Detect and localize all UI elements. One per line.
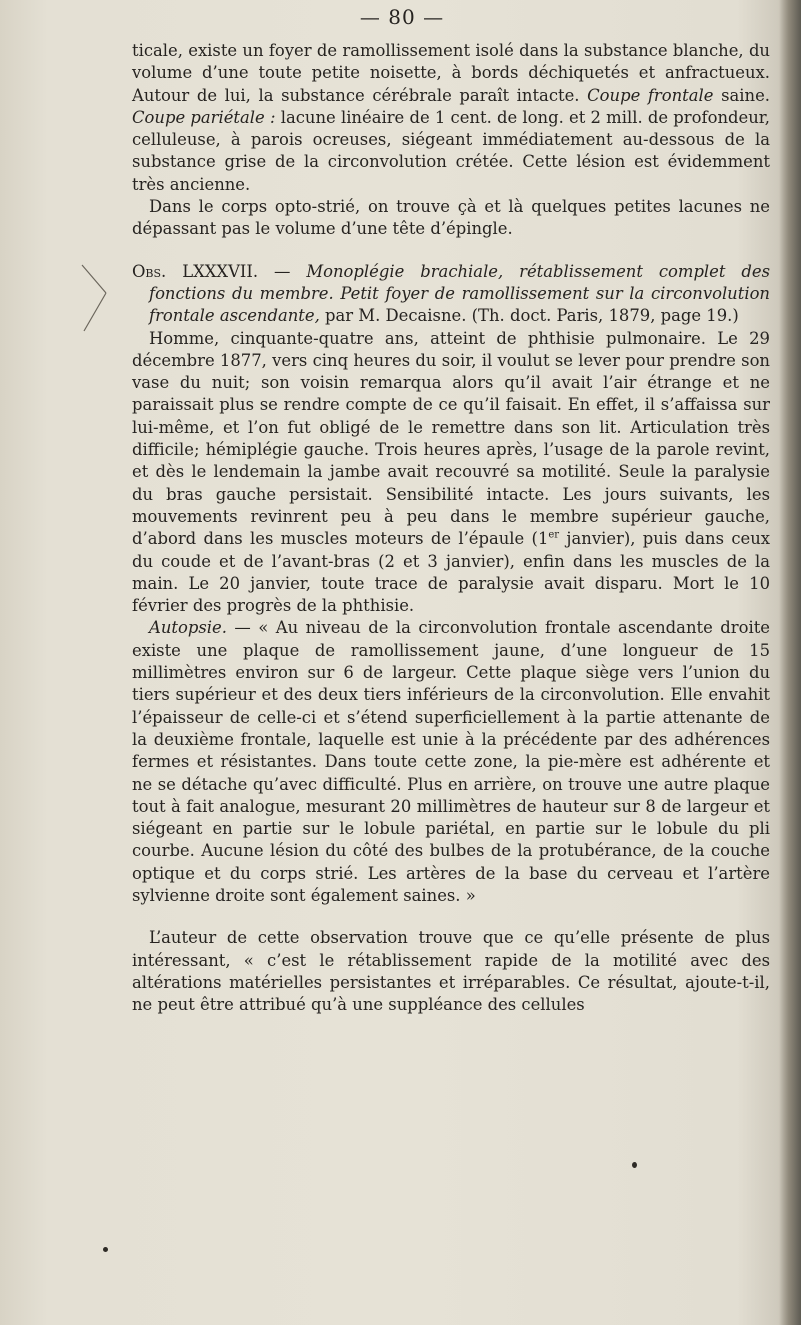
observation-title: Monoplégie brachiale, rétablissement complet des fonctions du membre. Petit foyer de ramollissement sur la circonvolution frontale ascendante, (149, 261, 770, 326)
pencil-mark (80, 263, 110, 333)
observation-label: Obs. LXXXVII. — (132, 261, 291, 281)
superscript: er (548, 529, 560, 541)
coupe-parietale-label: Coupe pariétale : (132, 107, 276, 127)
paragraph-opto-strie: Dans le corps opto-strié, on trouve çà et là quelques petites lacunes ne dépassant pas le volume d’une tête d’épingle. (132, 197, 770, 239)
observation-reference: (Th. doct. Paris, 1879, page 19.) (471, 306, 739, 326)
text-run: ticale, existe un foyer de ramollissement isolé dans la substance blanche, du volume d’une toute petite noisette, à bords déchiquetés et anfractueux. Autour de lui, la substance cérébrale paraît intacte. (132, 41, 770, 105)
page-edge-shadow (779, 0, 801, 1325)
autopsy-label: Autopsie. (149, 618, 227, 638)
ink-speck (103, 1247, 108, 1252)
text-run: saine. (721, 85, 770, 105)
coupe-frontale-label: Coupe frontale (587, 85, 714, 105)
closing-paragraph: L’auteur de cette observation trouve que ce qu’elle présente de plus intéressant, « c’est le rétablissement rapide de la motilité avec des altérations matérielles persistantes et irréparables. Ce résultat, ajoute-t-il, ne peut être attribué qu’à une suppléance des cellules (132, 928, 770, 1015)
paragraph-continuation (132, 40, 770, 196)
page-number: — 80 — (359, 5, 445, 29)
body-text (132, 40, 770, 1016)
text-run: janvier), puis dans ceux du coude et de l’avant-bras (2 et 3 janvier), enfin dans les muscles de la main. Le 20 janvier, toute trace de paralysie avait disparu. Mort le 10 février des progrès de la phthisie. (132, 529, 770, 616)
text-run: Homme, cinquante-quatre ans, atteint de phthisie pulmonaire. Le 29 décembre 1877, vers cinq heures du soir, il voulut se lever pour prendre son vase du nuit; son voisin remarqua alors qu’il avait l’air étrange et ne paraissait plus se rendre compte de ce qu’il faisait. En effet, il s’affaissa sur lui-même, et l’on fut obligé de le remettre dans son lit. Articulation très difficile; hémiplégie gauche. Trois heures après, l’usage de la parole revint, et dès le lendemain la jambe avait recouvré sa motilité. Seule la paralysie du bras gauche persistait. Sensibilité intacte. Les jours suivants, les mouvements revinrent peu à peu dans le membre supérieur gauche, d’abord dans les muscles moteurs de l’épaule (1 (132, 328, 770, 549)
case-description (132, 328, 770, 618)
text-run: lacune linéaire de 1 cent. de long. et 2 mill. de profondeur, celluleuse, à parois ocreuses, siégeant immédiatement au-dessous de la substance grise de la circonvolution crétée. Cette lésion est évidemment très ancienne. (132, 107, 770, 194)
observation-author: par M. Decaisne. (325, 306, 467, 326)
autopsy-paragraph (132, 617, 770, 907)
ink-speck (632, 1162, 637, 1168)
text-run: — « Au niveau de la circonvolution frontale ascendante droite existe une plaque de ramollissement jaune, d’une longueur de 15 millimètres environ sur 6 de largeur. Cette plaque siège vers l’union du tiers supérieur et des deux tiers inférieurs de la circonvolution. Elle envahit l’épaisseur de celle-ci et s’étend superficiellement à la partie attenante de la deuxième frontale, laquelle est unie à la précédente par des adhérences fermes et résistantes. Dans toute cette zone, la pie-mère est adhérente et ne se détache qu’avec difficulté. Plus en arrière, on trouve une autre plaque tout à fait analogue, mesurant 20 millimètres de hauteur sur 8 de largeur et siégeant en partie sur le lobule pariétal, en partie sur le lobule du pli courbe. Aucune lésion du côté des bulbes de la protubérance, de la couche optique et du corps strié. Les artères de la base du cerveau et l’artère sylvienne droite sont également saines. » (132, 618, 770, 905)
observation-heading (132, 261, 770, 328)
